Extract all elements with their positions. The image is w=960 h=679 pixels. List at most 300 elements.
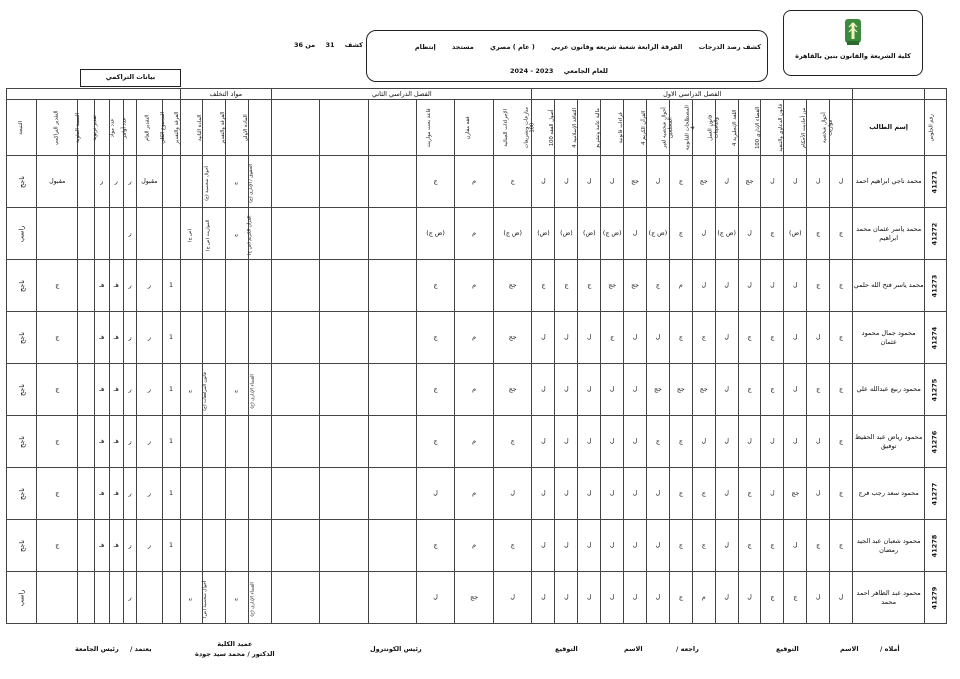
result-cell-text: ناجح (17, 331, 26, 344)
term1-grade-cell: ج (830, 416, 853, 468)
term2-empty-cell (368, 312, 416, 364)
seat-no-header-text: رقم الجلوس (928, 113, 935, 142)
term1-grade-cell: ج (830, 312, 853, 364)
term1-subject-header-text: الثقافة الإسلامية 4 (572, 107, 579, 148)
term1-grade-cell: ل (761, 468, 784, 520)
term1-grade-cell: جج (738, 156, 761, 208)
carry-cell (180, 520, 203, 572)
grades-table (6, 88, 947, 624)
term1-grade-cell: ل (738, 572, 761, 624)
summary-cell: ر (123, 468, 136, 520)
term1-grade-cell: ل (715, 156, 738, 208)
term1-grade-cell: ل (601, 520, 624, 572)
term2-grade-cell: م (455, 312, 494, 364)
term1-grade-cell: ل (807, 468, 830, 520)
term1-grade-cell: ج (830, 520, 853, 572)
term2-empty-header (320, 100, 368, 156)
term1-subject-header-text: المصطلحات القانونية 4 (683, 104, 696, 151)
term1-grade-cell: ل (601, 572, 624, 624)
term1-grade-cell: ل (601, 156, 624, 208)
term1-grade-cell: ل (555, 364, 578, 416)
term2-grade-cell: ل (493, 572, 532, 624)
term1-grade-cell: ج (761, 572, 784, 624)
term1-grade-cell: ج (807, 260, 830, 312)
summary-cell (137, 208, 162, 260)
term1-grade-cell: ل (532, 312, 555, 364)
result-cell (7, 156, 37, 208)
summary-cell (78, 312, 95, 364)
term2-grade-cell: ج (416, 520, 455, 572)
term2-subject-header-text: الإجراءات الجنائية (503, 108, 510, 147)
reviewed-by-label: راجعه / (676, 645, 699, 653)
summary-cell: 1 (162, 468, 180, 520)
term1-grade-cell: ل (715, 520, 738, 572)
term2-empty-cell (272, 416, 320, 468)
term2-empty-cell (368, 468, 416, 520)
carry-cell-text: القرآن الكريم (ض ج) (247, 215, 253, 256)
summary-cell (78, 416, 95, 468)
student-name-cell: محمد ناجي ابراهيم احمد (853, 156, 925, 208)
student-name-cell: محمود جمال محمود عثمان (853, 312, 925, 364)
term1-grade-cell: ج (532, 260, 555, 312)
summary-cell: ج (37, 364, 78, 416)
term2-empty-cell (368, 520, 416, 572)
term1-grade-cell: ل (738, 208, 761, 260)
term2-grade-cell: م (455, 468, 494, 520)
term1-grade-cell: ل (532, 520, 555, 572)
dictated-by-label: أملاه / (880, 645, 900, 653)
sheet-info-line (373, 43, 761, 51)
result-cell-text: راسب (17, 225, 26, 242)
university-president-label: رئيس الجامعة (75, 645, 119, 653)
dictated-name-label: الاسم (840, 645, 859, 653)
term1-subject-header-text: القرآن الكريم 4 (641, 110, 648, 145)
student-name-header: إسم الطالب (853, 100, 925, 156)
seat-no-cell-text: 41271 (930, 170, 939, 193)
term1-grade-cell: ل (532, 364, 555, 416)
term1-grade-cell: ل (807, 572, 830, 624)
term1-grade-cell: ج (555, 260, 578, 312)
seat-no-cell (925, 156, 947, 208)
seat-no-cell (925, 364, 947, 416)
term2-empty-cell (320, 312, 368, 364)
summary-cell (109, 208, 123, 260)
approved-label: يعتمد / (130, 645, 152, 653)
carry-cell-text: ج (188, 390, 194, 393)
term2-grade-cell: جج (493, 312, 532, 364)
term2-empty-cell (272, 520, 320, 572)
term2-grade-cell: (ض ج) (416, 208, 455, 260)
term2-empty-cell (320, 416, 368, 468)
summary-group-spacer (7, 89, 181, 100)
summary-header-text: عدد أوامر (121, 117, 128, 138)
carry-subject-header-text: الفرقة والتقدير (174, 111, 181, 144)
carry-cell (203, 520, 226, 572)
seat-no-cell (925, 416, 947, 468)
carry-cell (180, 312, 203, 364)
term1-grade-cell: ل (532, 156, 555, 208)
carry-cell (203, 572, 226, 624)
summary-cell: ج (37, 520, 78, 572)
term2-empty-cell (320, 572, 368, 624)
dictated-signature-label: التوقيع (776, 645, 799, 653)
term2-grade-cell: ج (416, 416, 455, 468)
seat-no-cell (925, 520, 947, 572)
sheet-of: من 36 (294, 41, 316, 49)
summary-cell: ج (37, 468, 78, 520)
carry-subject-header-text: الفرقة والتقدير (220, 111, 227, 144)
summary-cell: ر (137, 416, 162, 468)
carry-cell (180, 468, 203, 520)
term1-grade-cell: ل (555, 156, 578, 208)
term1-grade-cell: ل (761, 416, 784, 468)
result-cell-text: ناجح (17, 435, 26, 448)
term2-grade-cell: م (455, 208, 494, 260)
carry-cell-text: الحقوق / الإداري (ج) (248, 164, 254, 203)
sheet-no: 31 (325, 41, 335, 49)
carry-cell (203, 208, 226, 260)
summary-cell: 1 (162, 520, 180, 572)
carry-cell (203, 312, 226, 364)
term1-subject-header-text: منازعات وتشريعات 100 (523, 106, 536, 149)
term2-empty-cell (272, 312, 320, 364)
college-name: كلية الشريعة والقانون بنين بالقاهرة (795, 52, 911, 60)
term2-empty-cell (368, 260, 416, 312)
carry-cell (249, 312, 272, 364)
carry-cell-text: القضاء الإداري (ج) (250, 374, 256, 409)
student-row (7, 520, 947, 572)
term2-empty-cell (272, 156, 320, 208)
summary-cell: هـ (95, 312, 109, 364)
summary-cell: هـ (109, 468, 123, 520)
summary-cell (95, 208, 109, 260)
summary-cell (95, 572, 109, 624)
summary-cell (78, 468, 95, 520)
term1-grade-cell: ل (715, 260, 738, 312)
term1-grade-cell: ج (578, 260, 601, 312)
term1-grade-cell: ج (784, 572, 807, 624)
student-row (7, 416, 947, 468)
carry-cell-text: ج (233, 598, 239, 601)
term2-empty-cell (320, 156, 368, 208)
term2-empty-cell (272, 364, 320, 416)
carry-group-header: مواد التخلف (180, 89, 272, 100)
term1-grade-cell: ل (532, 468, 555, 520)
term1-grade-cell: ل (555, 572, 578, 624)
student-row (7, 156, 947, 208)
carry-cell-text: أحوال شخصية (ض) (203, 580, 209, 619)
carry-cell-text: أحوال شخصية (ج) (204, 166, 210, 201)
term1-grade-cell: ج (830, 364, 853, 416)
term1-grade-cell: ل (692, 208, 715, 260)
term1-grade-cell: جج (784, 468, 807, 520)
dean-block (195, 640, 275, 660)
term1-grade-cell: ل (555, 468, 578, 520)
seat-no-cell-text: 41276 (930, 430, 939, 453)
term1-grade-cell: ل (578, 312, 601, 364)
term2-empty-cell (320, 520, 368, 572)
summary-header (37, 100, 78, 156)
summary-cell: ر (137, 520, 162, 572)
term1-grade-cell: جج (692, 156, 715, 208)
summary-cell: ر (137, 468, 162, 520)
term1-grade-cell: ل (578, 156, 601, 208)
student-name-cell: محمد ياسر فتح الله حلمي (853, 260, 925, 312)
summary-cell: 1 (162, 416, 180, 468)
summary-cell: 1 (162, 364, 180, 416)
term1-grade-cell: (ض) (532, 208, 555, 260)
term1-grade-cell: ج (669, 156, 692, 208)
summary-cell: هـ (109, 260, 123, 312)
summary-header-text: تقدير تربوية (91, 114, 98, 141)
carry-cell (203, 416, 226, 468)
academic-year-label: للعام الجامعي (563, 67, 608, 75)
term1-grade-cell: جج (692, 364, 715, 416)
term1-grade-cell: ج (807, 364, 830, 416)
term1-grade-cell: ج (692, 468, 715, 520)
status-2: إنتظام (414, 43, 436, 51)
seat-no-cell-text: 41273 (930, 274, 939, 297)
summary-cell (78, 520, 95, 572)
term2-grade-cell: جج (493, 260, 532, 312)
term1-subject-header-text: من أحاديث الأحكام (801, 107, 808, 148)
summary-cell (78, 156, 95, 208)
term2-group-header: الفصل الدراسي الثاني (272, 89, 532, 100)
carry-cell-text: القضاء الإداري (ج) (250, 582, 256, 617)
term1-grade-cell: ل (532, 416, 555, 468)
students-body (7, 156, 947, 624)
term2-grade-cell: ج (416, 312, 455, 364)
term1-grade-cell: ل (647, 572, 670, 624)
name-group-spacer (853, 89, 925, 100)
term1-grade-cell: جج (669, 364, 692, 416)
term2-empty-header (272, 100, 320, 156)
student-name-cell: محمود شعبان عبد الجيد رمضان (853, 520, 925, 572)
summary-cell: هـ (109, 364, 123, 416)
term2-grade-cell: ج (493, 520, 532, 572)
result-cell (7, 520, 37, 572)
term2-grade-cell: ج (416, 364, 455, 416)
summary-cell: هـ (95, 416, 109, 468)
cumulative-box: بيانات التراكمي (80, 69, 181, 87)
term1-grade-cell: جج (624, 260, 647, 312)
level-text: الفرقة الرابعة شعبة شريعه وقانون عربي (551, 43, 683, 51)
term1-grade-cell: م (692, 572, 715, 624)
term1-grade-cell: ج (761, 520, 784, 572)
term2-empty-cell (272, 572, 320, 624)
term1-subject-header-text: أصول الفقه 100 (549, 109, 556, 146)
carry-cell (249, 520, 272, 572)
term2-subject-header-text: قاعة بحث مواريث (426, 107, 433, 148)
summary-cell: هـ (95, 468, 109, 520)
summary-cell: ج (37, 312, 78, 364)
student-row (7, 364, 947, 416)
term2-grade-cell: جج (493, 364, 532, 416)
term1-subject-header-text: قانون العمل والتأمينات (706, 114, 719, 141)
seat-no-cell (925, 260, 947, 312)
controller-head-label: رئيس الكونترول (370, 645, 422, 653)
term1-grade-cell: ل (555, 416, 578, 468)
term1-subject-header-text: قراءات قانونية (618, 111, 625, 144)
term1-grade-cell: ل (784, 156, 807, 208)
summary-cell: 1 (162, 312, 180, 364)
term1-grade-cell: ج (738, 468, 761, 520)
term2-grade-cell: م (455, 364, 494, 416)
term2-grade-cell: م (455, 156, 494, 208)
student-row (7, 260, 947, 312)
carry-cell-text: المواريث (ض ج) (206, 219, 212, 252)
college-emblem-icon (842, 17, 864, 47)
seat-no-cell-text: 41279 (930, 586, 939, 609)
summary-cell: ر (137, 364, 162, 416)
term2-empty-cell (368, 416, 416, 468)
carry-cell (249, 208, 272, 260)
term2-grade-cell: ل (493, 468, 532, 520)
term1-group-header: الفصل الدراسي الاول (532, 89, 853, 100)
term1-grade-cell: ل (601, 468, 624, 520)
carry-cell-text: ج (233, 182, 239, 185)
carry-cell (249, 572, 272, 624)
term1-grade-cell: ل (624, 416, 647, 468)
term1-grade-cell: ل (624, 520, 647, 572)
term1-grade-cell: ل (784, 520, 807, 572)
term1-grade-cell: ل (830, 572, 853, 624)
summary-cell: مقبول (37, 156, 78, 208)
term1-grade-cell: ل (624, 364, 647, 416)
term2-empty-cell (320, 364, 368, 416)
term1-subject-header-text: أحوال شخصية لغير المسلمين (661, 107, 673, 148)
summary-cell (37, 572, 78, 624)
term2-empty-cell (368, 156, 416, 208)
term1-grade-cell: ل (647, 156, 670, 208)
term2-grade-cell: ج (416, 260, 455, 312)
student-row (7, 312, 947, 364)
summary-header-text: النتيجة (17, 120, 24, 135)
term2-empty-cell (272, 468, 320, 520)
term2-empty-cell (320, 468, 368, 520)
student-name-cell: محمد ياسر عثمان محمد ابراهيم (853, 208, 925, 260)
summary-cell (162, 208, 180, 260)
summary-cell: ر (123, 520, 136, 572)
carry-cell (226, 468, 249, 520)
term1-grade-cell: ج (738, 364, 761, 416)
seat-no-cell-text: 41275 (930, 378, 939, 401)
term1-grade-cell: ل (692, 416, 715, 468)
summary-header-text: النسبة المئوية (75, 112, 82, 143)
term2-grade-cell: ج (493, 416, 532, 468)
summary-header-text: التقدير العام (144, 114, 151, 141)
term1-grade-cell: ل (578, 572, 601, 624)
term2-empty-cell (320, 260, 368, 312)
term1-grade-cell: ل (601, 416, 624, 468)
term1-grade-cell: ل (578, 364, 601, 416)
term1-subject-header-text: القضاء الإداري 100 (755, 106, 762, 149)
summary-cell: هـ (95, 520, 109, 572)
summary-cell: هـ (95, 364, 109, 416)
term2-grade-cell: جج (455, 572, 494, 624)
student-name-cell: محمود عبد الظاهر احمد محمد (853, 572, 925, 624)
term1-grade-cell: ل (624, 468, 647, 520)
seat-no-header (925, 100, 947, 156)
summary-cell: هـ (109, 416, 123, 468)
term2-grade-cell: ج (493, 156, 532, 208)
term1-grade-cell: ج (692, 312, 715, 364)
summary-cell: ر (123, 156, 136, 208)
summary-header-text: التقدير التراكمي (53, 110, 60, 145)
term1-grade-cell: جج (624, 156, 647, 208)
carry-cell (249, 364, 272, 416)
carry-cell-text: ج (233, 234, 239, 237)
summary-cell (137, 572, 162, 624)
term1-grade-cell: ج (669, 468, 692, 520)
term1-grade-cell: ج (692, 520, 715, 572)
term1-grade-cell: ج (669, 208, 692, 260)
term1-grade-cell: ل (624, 312, 647, 364)
term1-grade-cell: ل (715, 416, 738, 468)
term2-empty-cell (368, 572, 416, 624)
seat-no-cell (925, 468, 947, 520)
term2-grade-cell: ل (416, 572, 455, 624)
carry-cell (203, 364, 226, 416)
carry-cell (249, 260, 272, 312)
summary-cell: ر (95, 156, 109, 208)
term1-grade-cell: (ض) (555, 208, 578, 260)
student-row (7, 572, 947, 624)
term1-grade-cell: ج (738, 520, 761, 572)
summary-cell: هـ (95, 260, 109, 312)
summary-cell: ج (37, 416, 78, 468)
term1-grade-cell: ل (784, 364, 807, 416)
term1-grade-cell: (ض ج) (647, 208, 670, 260)
term1-grade-cell: ل (578, 468, 601, 520)
term2-subject-header-text: فقه مقارن (465, 116, 472, 139)
academic-year-line (367, 67, 743, 75)
term1-grade-cell: ل (830, 156, 853, 208)
result-cell (7, 468, 37, 520)
summary-cell: ر (123, 572, 136, 624)
term1-grade-cell: ل (624, 208, 647, 260)
summary-cell: هـ (109, 520, 123, 572)
term2-empty-cell (272, 260, 320, 312)
summary-cell (78, 364, 95, 416)
result-cell (7, 260, 37, 312)
term2-grade-cell: م (455, 260, 494, 312)
result-cell-text: ناجح (17, 175, 26, 188)
result-cell (7, 364, 37, 416)
dean-title: عميد الكلية (217, 640, 253, 648)
term1-grade-cell: ج (761, 208, 784, 260)
term1-grade-cell: ل (761, 260, 784, 312)
summary-header-text: عدد مواد (109, 118, 116, 137)
summary-cell (37, 208, 78, 260)
term2-grade-cell: (ض ج) (493, 208, 532, 260)
result-cell-text: ناجح (17, 539, 26, 552)
sheet-info-box (366, 30, 768, 82)
term1-grade-cell: (ض ج) (715, 208, 738, 260)
result-cell-text: ناجح (17, 279, 26, 292)
result-cell (7, 312, 37, 364)
term1-grade-cell: ل (624, 572, 647, 624)
term2-grade-cell: م (455, 416, 494, 468)
term2-empty-cell (272, 208, 320, 260)
seat-no-cell (925, 208, 947, 260)
summary-cell: ر (123, 208, 136, 260)
term1-grade-cell: ل (784, 312, 807, 364)
term1-grade-cell: ج (830, 208, 853, 260)
carry-cell (226, 312, 249, 364)
term1-grade-cell: ج (601, 312, 624, 364)
summary-cell: ر (123, 364, 136, 416)
